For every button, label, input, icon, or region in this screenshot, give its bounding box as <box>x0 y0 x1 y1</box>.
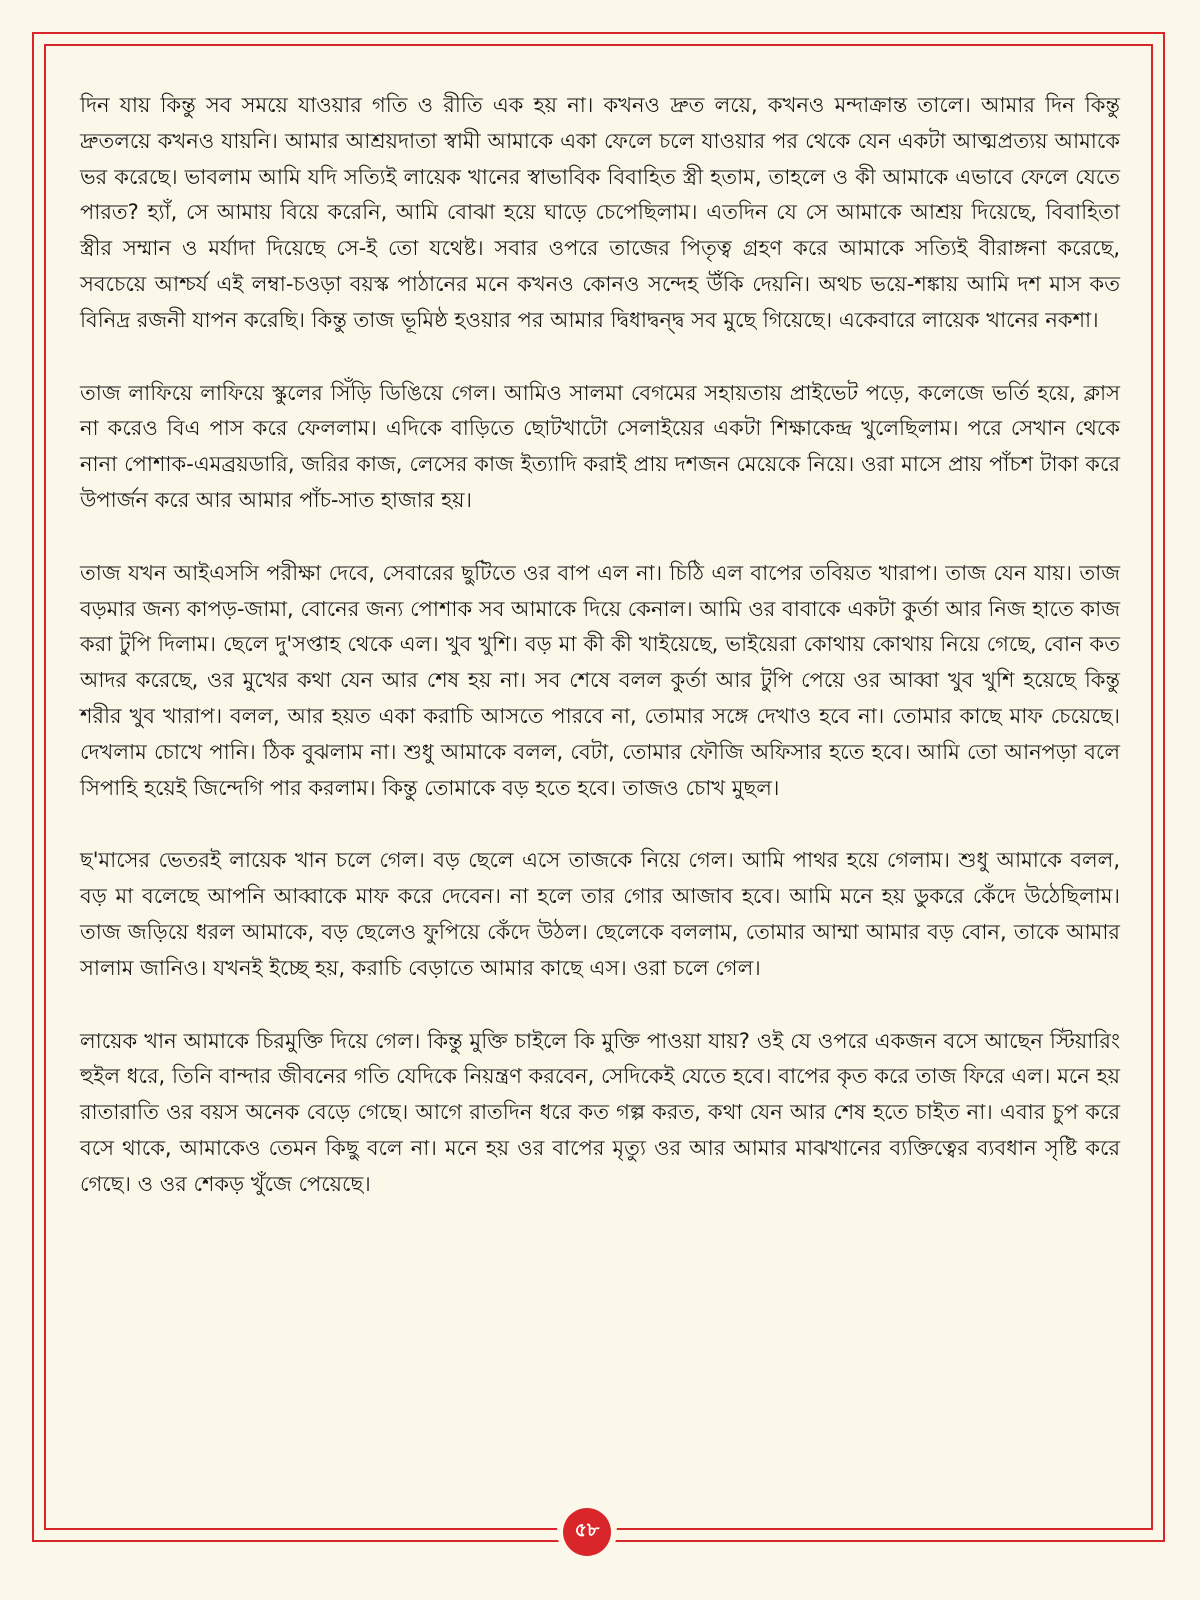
page-number: ৫৮ <box>574 1519 600 1541</box>
page-number-badge <box>563 1508 611 1556</box>
paragraph-3: তাজ যখন আইএসসি পরীক্ষা দেবে, সেবারের ছুটিতে ওর বাপ এল না। চিঠি এল বাপের তবিয়ত খারাপ। তাজ যেন যায়। তাজ বড়মার জন্য কাপড়-জামা, বোনের জন্য পোশাক সব আমাকে দিয়ে কেনাল। আমি ওর বাবাকে একটা কুর্তা আর নিজ হাতে কাজ করা টুপি দিলাম। ছেলে দু'সপ্তাহ থেকে এল। খুব খুশি। বড় মা কী কী খাইয়েছে, ভাইয়েরা কোথায় কোথায় নিয়ে গেছে, বোন কত আদর করেছে, ওর মুখের কথা যেন আর শেষ হয় না। সব শেষে বলল কুর্তা আর টুপি পেয়ে ওর আব্বা খুব খুশি হয়েছে কিন্তু শরীর খুব খারাপ। বলল, আর হয়ত একা করাচি আসতে পারবে না, তোমার সঙ্গে দেখাও হবে না। তোমার কাছে মাফ চেয়েছে। দেখলাম চোখে পানি। ঠিক বুঝলাম না। শুধু আমাকে বলল, বেটা, তোমার ফৌজি অফিসার হতে হবে। আমি তো আনপড়া বলে সিপাহি হয়েই জিন্দেগি পার করলাম। কিন্তু তোমাকে বড় হতে হবে। তাজও চোখ মুছল। <box>80 560 1120 800</box>
paragraph-2: তাজ লাফিয়ে লাফিয়ে স্কুলের সিঁড়ি ডিঙিয়ে গেল। আমিও সালমা বেগমের সহায়তায় প্রাইভেট পড়ে, কলেজে ভর্তি হয়ে, ক্লাস না করেও বিএ পাস করে ফেললাম। এদিকে বাড়িতে ছোটখাটো সেলাইয়ের একটা শিক্ষাকেন্দ্র খুলেছিলাম। পরে সেখান থেকে নানা পোশাক-এমব্রয়ডারি, জরির কাজ, লেসের কাজ ইত্যাদি করাই প্রায় দশজন মেয়েকে নিয়ে। ওরা মাসে প্রায় পাঁচশ টাকা করে উপার্জন করে আর আমার পাঁচ-সাত হাজার হয়। <box>80 380 1120 512</box>
paragraph-4: ছ'মাসের ভেতরই লায়েক খান চলে গেল। বড় ছেলে এসে তাজকে নিয়ে গেল। আমি পাথর হয়ে গেলাম। শুধু আমাকে বলল, বড় মা বলেছে আপনি আব্বাকে মাফ করে দেবেন। না হলে তার গোর আজাব হবে। আমি মনে হয় ডুকরে কেঁদে উঠেছিলাম। তাজ জড়িয়ে ধরল আমাকে, বড় ছেলেও ফুপিয়ে কেঁদে উঠল। ছেলেকে বললাম, তোমার আম্মা আমার বড় বোন, তাকে আমার সালাম জানিও। যখনই ইচ্ছে হয়, করাচি বেড়াতে আমার কাছে এস। ওরা চলে গেল। <box>80 848 1120 980</box>
paragraph-1: দিন যায় কিন্তু সব সময়ে যাওয়ার গতি ও রীতি এক হয় না। কখনও দ্রুত লয়ে, কখনও মন্দাক্রান্ত তালে। আমার দিন কিন্তু দ্রুতলয়ে কখনও যায়নি। আমার আশ্রয়দাতা স্বামী আমাকে একা ফেলে চলে যাওয়ার পর থেকে যেন একটা আত্মপ্রত্যয় আমাকে ভর করেছে। ভাবলাম আমি যদি সত্যিই লায়েক খানের স্বাভাবিক বিবাহিত স্ত্রী হতাম, তাহলে ও কী আমাকে এভাবে ফেলে যেতে পারত? হ্যাঁ, সে আমায় বিয়ে করেনি, আমি বোঝা হয়ে ঘাড়ে চেপেছিলাম। এতদিন যে সে আমাকে আশ্রয় দিয়েছে, বিবাহিতা স্ত্রীর সম্মান ও মর্যাদা দিয়েছে সে-ই তো যথেষ্ট। সবার ওপরে তাজের পিতৃত্ব গ্রহণ করে আমাকে সত্যিই বীরাঙ্গনা করেছে, সবচেয়ে আশ্চর্য এই লম্বা-চওড়া বয়স্ক পাঠানের মনে কখনও কোনও সন্দেহ উঁকি দেয়নি। অথচ ভয়ে-শঙ্কায় আমি দশ মাস কত বিনিদ্র রজনী যাপন করেছি। কিন্তু তাজ ভূমিষ্ঠ হওয়ার পর আমার দ্বিধাদ্বন্দ্ব সব মুছে গিয়েছে। একেবারে লায়েক খানের নকশা। <box>80 93 1120 332</box>
page-body <box>80 88 1120 1240</box>
paragraph-5: লায়েক খান আমাকে চিরমুক্তি দিয়ে গেল। কিন্তু মুক্তি চাইলে কি মুক্তি পাওয়া যায়? ওই যে ওপরে একজন বসে আছেন স্টিয়ারিং হুইল ধরে, তিনি বান্দার জীবনের গতি যেদিকে নিয়ন্ত্রণ করবেন, সেদিকেই যেতে হবে। বাপের কৃত করে তাজ ফিরে এল। মনে হয় রাতারাতি ওর বয়স অনেক বেড়ে গেছে। আগে রাতদিন ধরে কত গল্প করত, কথা যেন আর শেষ হতে চাইত না। এবার চুপ করে বসে থাকে, আমাকেও তেমন কিছু বলে না। মনে হয় ওর বাপের মৃত্যু ওর আর আমার মাঝখানের ব্যক্তিত্বের ব্যবধান সৃষ্টি করে গেছে। ও ওর শেকড় খুঁজে পেয়েছে। <box>80 1028 1120 1196</box>
